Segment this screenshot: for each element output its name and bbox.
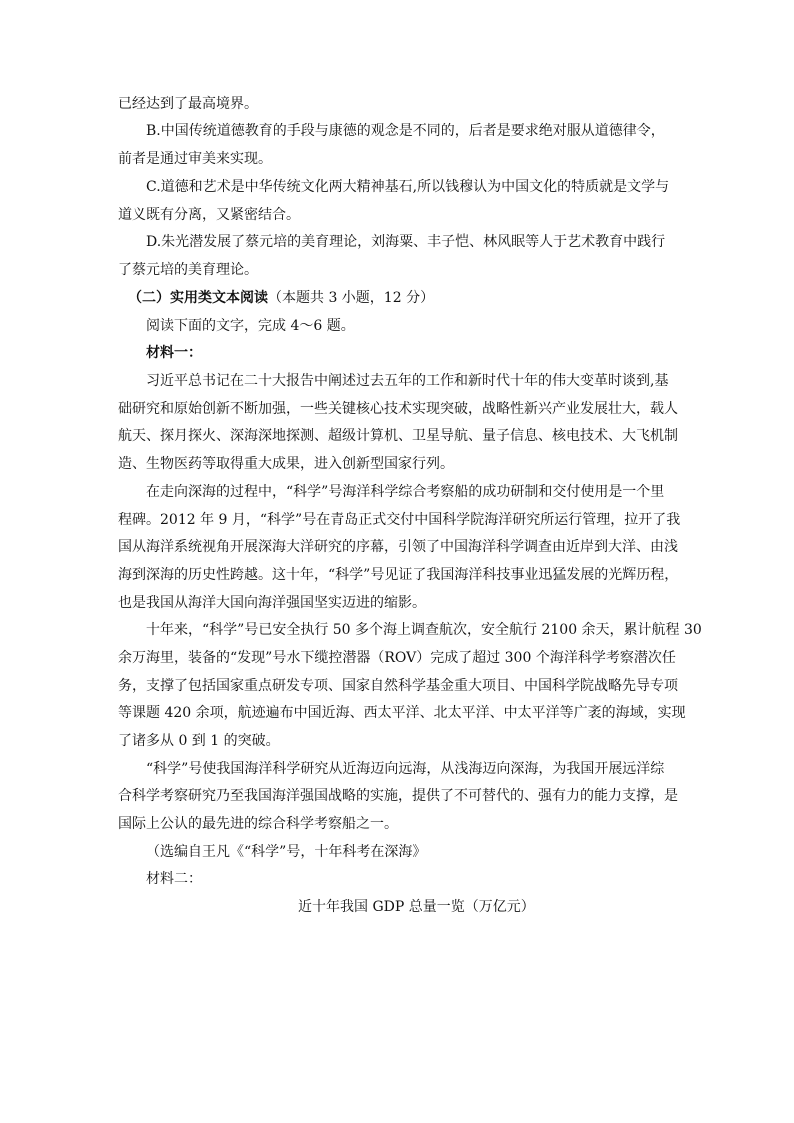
option-d-cont: 了蔡元培的美育理论。 <box>118 262 258 278</box>
material1-line: 在走向深海的过程中，“科学”号海洋科学综合考察船的成功研制和交付使用是一个里 <box>146 484 665 500</box>
material1-line: 程碑。2012 年 9 月，“科学”号在青岛正式交付中国科学院海洋研究所运行管理，拉开了我 <box>118 512 681 528</box>
material1-line: “科学”号使我国海洋科学研究从近海迈向远海，从浅海迈向深海，为我国开展远洋综 <box>146 761 665 777</box>
option-b-cont: 前者是通过审美来实现。 <box>118 151 272 167</box>
material1-source: （选编自王凡《“科学”号，十年科考在深海》 <box>146 844 427 860</box>
section-heading-row <box>128 291 434 305</box>
option-b: B.中国传统道德教育的手段与康德的观念是不同的，后者是要求绝对服从道德律令， <box>146 123 665 139</box>
material1-line: 了诸多从 0 到 1 的突破。 <box>118 733 280 749</box>
option-c: C.道德和艺术是中华传统文化两大精神基石,所以钱穆认为中国文化的特质就是文学与 <box>146 179 670 195</box>
section-heading: （二）实用类文本阅读 <box>128 290 268 306</box>
material1-line: 海到深海的历史性跨越。这十年，“科学”号见证了我国海洋科技事业迅猛发展的光辉历程， <box>118 567 679 583</box>
material1-line: 余万海里，装备的“发现”号水下缆控潜器（ROV）完成了超过 300 个海洋科学考察潜次任 <box>118 650 676 666</box>
material1-line: 也是我国从海洋大国向海洋强国坚实迈进的缩影。 <box>118 595 426 611</box>
material1-line: 务，支撑了包括国家重点研发专项、国家自然科学基金重大项目、中国科学院战略先导专项 <box>118 678 678 694</box>
material1-line: 等课题 420 余项，航迹遍布中国近海、西太平洋、北太平洋、中太平洋等广袤的海域，实现 <box>118 705 686 721</box>
option-c-cont: 道义既有分离，又紧密结合。 <box>118 207 300 223</box>
option-a-tail: 已经达到了最高境界。 <box>118 96 258 112</box>
material2-label: 材料二： <box>146 871 202 887</box>
chart-caption: 近十年我国 GDP 总量一览（万亿元） <box>298 899 535 915</box>
section-note: （本题共 3 小题，12 分） <box>268 290 435 306</box>
material1-line: 造、生物医药等取得重大成果，进入创新型国家行列。 <box>118 456 454 472</box>
material1-label: 材料一： <box>146 345 202 361</box>
material1-line: 国从海洋系统视角开展深海大洋研究的序幕，引领了中国海洋科学调查由近岸到大洋、由浅 <box>118 539 678 555</box>
material1-line: 航天、探月探火、深海深地探测、超级计算机、卫星导航、量子信息、核电技术、大飞机制 <box>118 428 678 444</box>
material1-line: 合科学考察研究乃至我国海洋强国战略的实施，提供了不可替代的、强有力的能力支撑，是 <box>118 788 678 804</box>
section-instruction: 阅读下面的文字，完成 4～6 题。 <box>146 318 355 334</box>
material1-line: 国际上公认的最先进的综合科学考察船之一。 <box>118 816 398 832</box>
material1-line: 础研究和原始创新不断加强，一些关键核心技术实现突破，战略性新兴产业发展壮大，载人 <box>118 401 678 417</box>
option-d: D.朱光潜发展了蔡元培的美育理论，刘海粟、丰子恺、林风眠等人于艺术教育中践行 <box>146 234 666 250</box>
material1-line: 十年来，“科学”号已安全执行 50 多个海上调查航次，安全航行 2100 余天，累计航程 30 <box>146 622 702 638</box>
material1-line: 习近平总书记在二十大报告中阐述过去五年的工作和新时代十年的伟大变革时谈到,基 <box>146 373 669 389</box>
